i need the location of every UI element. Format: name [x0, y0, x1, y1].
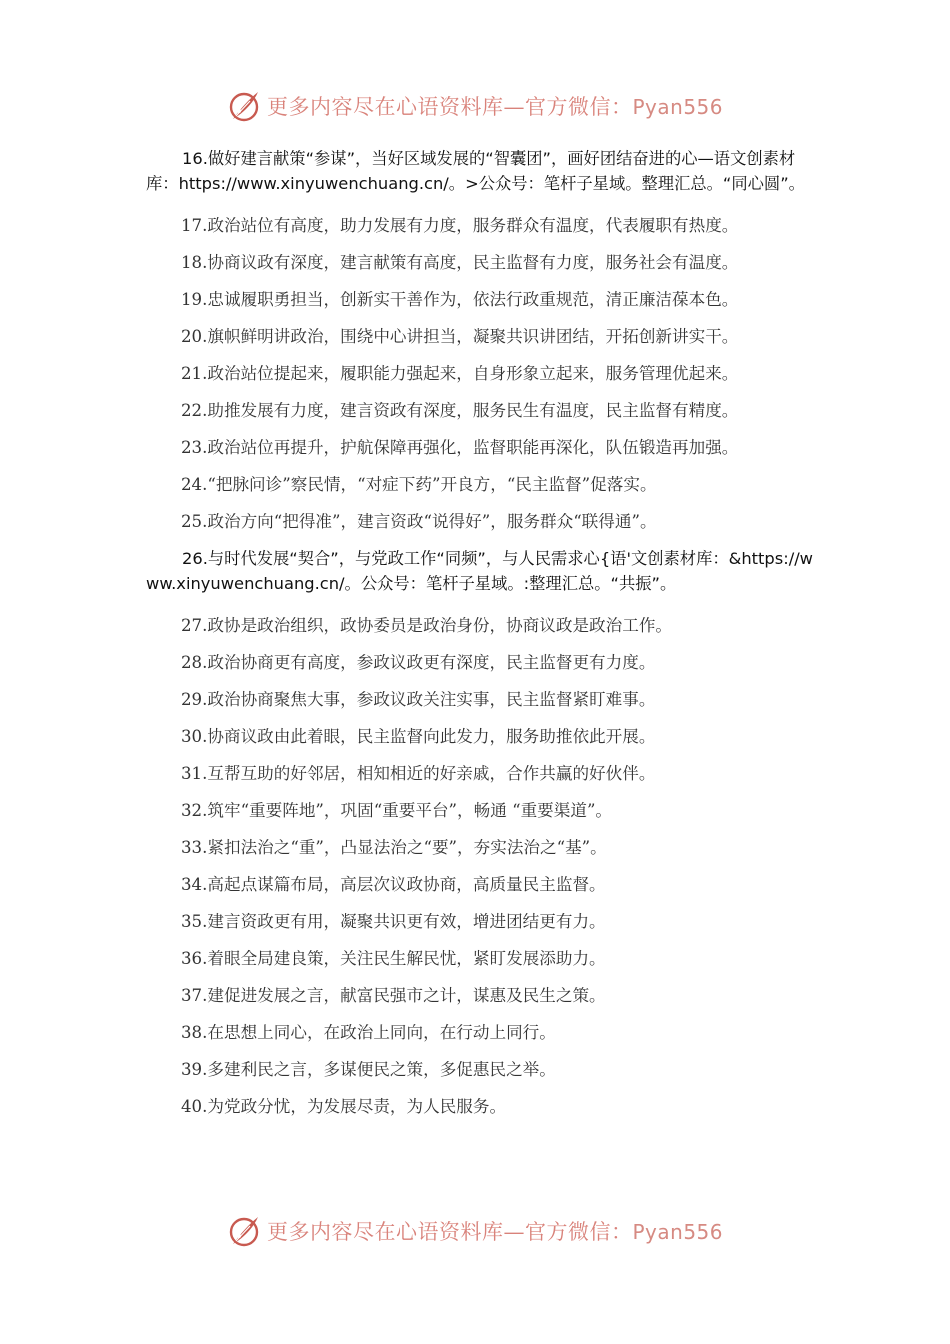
- list-item: 29.政治协商聚焦大事，参政议政关注实事，民主监督紧盯难事。: [181, 690, 656, 709]
- list-27-40: [146, 607, 816, 1125]
- list-item: 35.建言资政更有用，凝聚共识更有效，增进团结更有力。: [181, 912, 606, 931]
- list-item: 37.建促进发展之言，献富民强市之计，谋惠及民生之策。: [181, 986, 606, 1005]
- list-item: 40.为党政分忧，为发展尽责，为人民服务。: [181, 1097, 507, 1116]
- list-item: 30.协商议政由此着眼，民主监督向此发力，服务助推依此开展。: [181, 727, 656, 746]
- list-item: 34.高起点谋篇布局，高层次议政协商，高质量民主监督。: [181, 875, 606, 894]
- list-item: 18.协商议政有深度，建言献策有高度，民主监督有力度，服务社会有温度。: [181, 253, 739, 272]
- list-17-25: [146, 207, 816, 540]
- wechat-handle: Pyan556: [632, 95, 723, 119]
- list-item: 20.旗帜鲜明讲政治，围绕中心讲担当，凝聚共识讲团结，开拓创新讲实干。: [181, 327, 739, 346]
- list-item: 17.政治站位有高度，助力发展有力度，服务群众有温度，代表履职有热度。: [181, 216, 739, 235]
- list-item: 23.政治站位再提升，护航保障再强化，监督职能再深化，队伍锻造再加强。: [181, 438, 739, 457]
- list-item: 39.多建利民之言，多谋便民之策，多促惠民之举。: [181, 1060, 556, 1079]
- list-item: 33.紧扣法治之“重”，凸显法治之“要”，夯实法治之“基”。: [181, 838, 607, 857]
- list-item: 38.在思想上同心，在政治上同向，在行动上同行。: [181, 1023, 556, 1042]
- list-item: 21.政治站位提起来，履职能力强起来，自身形象立起来，服务管理优起来。: [181, 364, 739, 383]
- list-item: 24.“把脉问诊”察民情，“对症下药”开良方，“民主监督”促落实。: [181, 475, 657, 494]
- paragraph-16: 16.做好建言献策“参谋”，当好区域发展的“智囊团”，画好团结奋进的心—语文创素材库：https://www.xinyuwenchuang.cn/。>公众号：笔杆子星域。整理汇总。“同心圆”。: [146, 149, 805, 193]
- list-item: 25.政治方向“把得准”，建言资政“说得好”，服务群众“联得通”。: [181, 512, 657, 531]
- quill-logo-icon: [227, 1214, 261, 1248]
- footer-banner: [0, 1211, 950, 1251]
- list-item: 32.筑牢“重要阵地”，巩固“重要平台”，畅通 “重要渠道”。: [181, 801, 613, 820]
- header-banner: [0, 86, 950, 126]
- list-item: 28.政治协商更有高度，参政议政更有深度，民主监督更有力度。: [181, 653, 656, 672]
- list-item: 27.政协是政治组织，政协委员是政治身份，协商议政是政治工作。: [181, 616, 673, 635]
- footer-banner-text: 更多内容尽在心语资料库—官方微信：Pyan556: [266, 1220, 723, 1244]
- header-banner-text: 更多内容尽在心语资料库—官方微信：Pyan556: [266, 95, 723, 119]
- quill-logo-icon: [227, 89, 261, 123]
- list-item: 22.助推发展有力度，建言资政有深度，服务民生有温度，民主监督有精度。: [181, 401, 739, 420]
- document-body: [146, 146, 816, 1125]
- wechat-handle: Pyan556: [632, 1220, 723, 1244]
- paragraph-26: 26.与时代发展“契合”，与党政工作“同频”，与人民需求心{语'文创素材库：&https://www.xinyuwenchuang.cn/。公众号：笔杆子星域。:整理汇总。“共振”。: [146, 549, 813, 593]
- list-item: 36.着眼全局建良策，关注民生解民忧，紧盯发展添助力。: [181, 949, 606, 968]
- list-item: 19.忠诚履职勇担当，创新实干善作为，依法行政重规范，清正廉洁葆本色。: [181, 290, 739, 309]
- list-item: 31.互帮互助的好邻居，相知相近的好亲戚，合作共赢的好伙伴。: [181, 764, 656, 783]
